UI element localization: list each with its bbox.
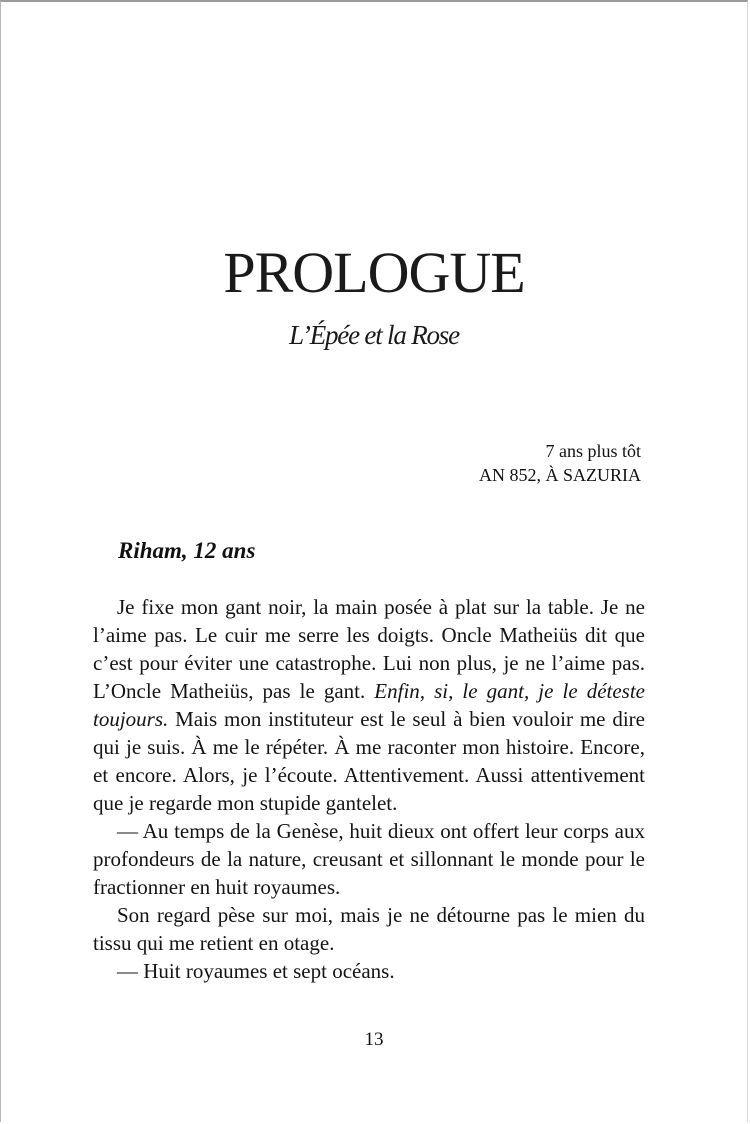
page-number: 13	[364, 1029, 384, 1050]
dialogue-paragraph: — Au temps de la Genèse, huit dieux ont offert leur corps aux profondeurs de la nature, creusant et sillonnant le monde pour le fractionner en huit royaumes.	[93, 819, 645, 899]
dialogue-paragraph: — Huit royaumes et sept océans.	[117, 959, 395, 983]
chapter-title: PROLOGUE	[223, 240, 525, 305]
chapter-subtitle: L’Épée et la Rose	[289, 320, 459, 350]
paragraph-text: Mais mon instituteur est le seul à bien vouloir me dire qui je suis. À me le répéter. À me raconter mon histoire. Encore, et encore. Alors, je l’écoute. Attentivement. Aussi attentivement que je regarde mon stupide gantelet.	[93, 707, 645, 815]
time-place-epigraph	[479, 439, 641, 487]
epigraph-time: 7 ans plus tôt	[545, 441, 641, 461]
epigraph-place: AN 852, À SAZURIA	[479, 465, 641, 485]
paragraph: Son regard pèse sur moi, mais je ne détourne pas le mien du tissu qui me retient en otage.	[93, 903, 645, 955]
italic-thought: Enfin, si, le gant, je le déteste toujours.	[93, 679, 646, 731]
paragraph	[93, 593, 645, 817]
paragraph-text: Je fixe mon gant noir, la main posée à plat sur la table. Je ne l’aime pas. Le cuir me serre les doigts. Oncle Matheiüs dit que c’est pour éviter une catastrophe. Lui non plus, je ne l’aime pas. L’Oncle Matheiüs, pas le gant.	[93, 595, 645, 703]
pov-heading: Riham, 12 ans	[118, 538, 256, 563]
body-text	[93, 593, 645, 985]
